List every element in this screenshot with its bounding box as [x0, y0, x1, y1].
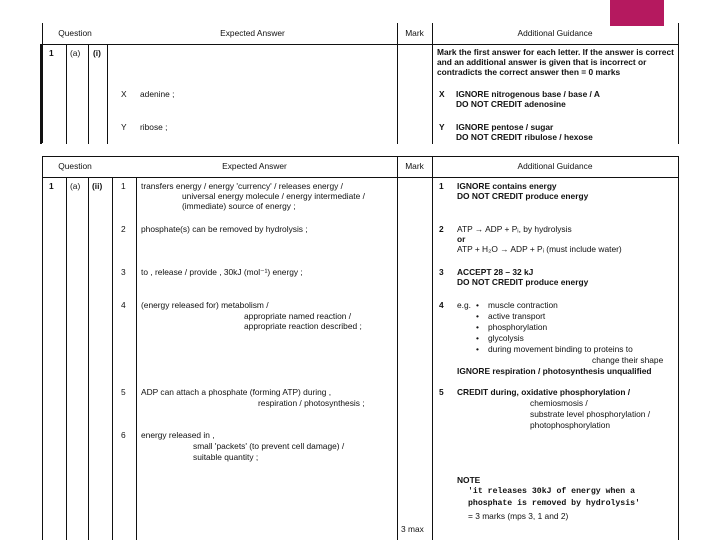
header-guidance: Additional Guidance	[517, 28, 593, 38]
header-question: Question	[58, 28, 92, 38]
guidance-text: contradicts the correct answer then = 0 marks	[437, 67, 621, 77]
note-text: 'it releases 30kJ of energy when a	[468, 487, 636, 496]
guidance-text: or	[457, 234, 466, 244]
divider	[397, 23, 398, 144]
marking-point-text: universal energy molecule / energy intermediate /	[182, 191, 365, 201]
divider	[432, 23, 433, 144]
header-guidance: Additional Guidance	[517, 161, 593, 171]
guidance-text: e.g.	[457, 300, 471, 310]
guidance-text: IGNORE nitrogenous base / base / A	[456, 89, 600, 99]
marking-point-text: to , release / provide , 30kJ (mol⁻¹) energy ;	[141, 267, 303, 277]
guidance-letter: X	[439, 89, 445, 99]
header-question: Question	[58, 161, 92, 171]
divider	[42, 177, 678, 178]
marking-point-text: respiration / photosynthesis ;	[258, 398, 365, 408]
guidance-bullet: • muscle contraction	[488, 300, 558, 311]
marking-point-number: 3	[121, 267, 126, 277]
marking-point-number: 4	[121, 300, 126, 310]
marking-point-number: 2	[121, 224, 126, 234]
divider	[66, 177, 67, 540]
guidance-letter: Y	[439, 122, 445, 132]
guidance-number: 1	[439, 181, 444, 191]
guidance-text: IGNORE contains energy	[457, 181, 557, 191]
answer-letter: Y	[121, 122, 127, 132]
guidance-number: 2	[439, 224, 444, 234]
note-title: NOTE	[457, 475, 481, 485]
guidance-bullet: • glycolysis	[488, 333, 524, 344]
divider	[88, 177, 89, 540]
divider	[112, 177, 113, 540]
guidance-bullet: • phosphorylation	[488, 322, 547, 333]
guidance-text: and an additional answer is given that is incorrect or	[437, 57, 647, 67]
marking-point-text: phosphate(s) can be removed by hydrolysis ;	[141, 224, 308, 234]
mark-value: 3 max	[401, 524, 424, 534]
header-mark: Mark	[405, 28, 424, 38]
guidance-text: DO NOT CREDIT ribulose / hexose	[456, 132, 593, 142]
guidance-text: change their shape	[592, 355, 664, 365]
answer-letter: X	[121, 89, 127, 99]
divider	[678, 156, 679, 540]
divider	[107, 44, 108, 144]
question-number: 1	[49, 48, 54, 58]
guidance-text: chemiosmosis /	[530, 398, 588, 408]
header-expected-answer: Expected Answer	[220, 28, 285, 38]
divider	[40, 44, 42, 144]
marking-point-text: appropriate named reaction /	[244, 311, 352, 321]
divider	[42, 156, 678, 157]
answer-text: adenine ;	[140, 89, 175, 99]
marking-point-text: (energy released for) metabolism /	[141, 300, 269, 310]
divider	[42, 156, 43, 540]
note-text: phosphate is removed by hydrolysis'	[468, 499, 640, 508]
marking-point-text: small 'packets' (to prevent cell damage) /	[193, 441, 345, 451]
marking-point-text: transfers energy / energy 'currency' / releases energy /	[141, 181, 343, 191]
guidance-text: ATP + H₂O → ADP + Pᵢ (must include water)	[457, 244, 622, 254]
header-expected-answer: Expected Answer	[222, 161, 287, 171]
divider	[88, 44, 89, 144]
guidance-text: ACCEPT 28 – 32 kJ	[457, 267, 534, 277]
guidance-number: 5	[439, 387, 444, 397]
question-subpart: (i)	[93, 48, 101, 58]
marking-point-number: 6	[121, 430, 126, 440]
guidance-text: IGNORE respiration / photosynthesis unqualified	[457, 366, 652, 376]
divider	[678, 23, 679, 144]
divider	[136, 177, 137, 540]
question-part: (a)	[70, 48, 81, 58]
guidance-text: CREDIT during, oxidative phosphorylation /	[457, 387, 631, 397]
header-mark: Mark	[405, 161, 424, 171]
guidance-text: substrate level phosphorylation /	[530, 409, 651, 419]
divider	[42, 44, 678, 45]
marking-point-text: (immediate) source of energy ;	[182, 201, 296, 211]
note-text: = 3 marks (mps 3, 1 and 2)	[468, 511, 569, 521]
guidance-text: ATP → ADP + Pᵢ, by hydrolysis	[457, 224, 572, 234]
guidance-text: DO NOT CREDIT produce energy	[457, 191, 589, 201]
guidance-text: Mark the first answer for each letter. If the answer is correct	[437, 47, 674, 57]
guidance-number: 3	[439, 267, 444, 277]
question-part: (a)	[70, 181, 81, 191]
marking-point-number: 5	[121, 387, 126, 397]
marking-point-text: suitable quantity ;	[193, 452, 259, 462]
guidance-text: IGNORE pentose / sugar	[456, 122, 554, 132]
guidance-number: 4	[439, 300, 444, 310]
guidance-text: DO NOT CREDIT produce energy	[457, 277, 589, 287]
guidance-text: DO NOT CREDIT adenosine	[456, 99, 566, 109]
divider	[432, 156, 433, 540]
divider	[66, 44, 67, 144]
marking-point-text: ADP can attach a phosphate (forming ATP) during ,	[141, 387, 332, 397]
question-subpart: (ii)	[92, 181, 103, 191]
guidance-bullet: • active transport	[488, 311, 545, 322]
answer-text: ribose ;	[140, 122, 168, 132]
divider	[397, 156, 398, 540]
question-number: 1	[49, 181, 54, 191]
marking-point-text: appropriate reaction described ;	[244, 321, 362, 331]
guidance-text: photophosphorylation	[530, 420, 611, 430]
marking-point-text: energy released in ,	[141, 430, 215, 440]
marking-point-number: 1	[121, 181, 126, 191]
divider	[42, 23, 43, 143]
guidance-bullet: • during movement binding to proteins to	[488, 344, 633, 355]
accent-block	[610, 0, 664, 26]
